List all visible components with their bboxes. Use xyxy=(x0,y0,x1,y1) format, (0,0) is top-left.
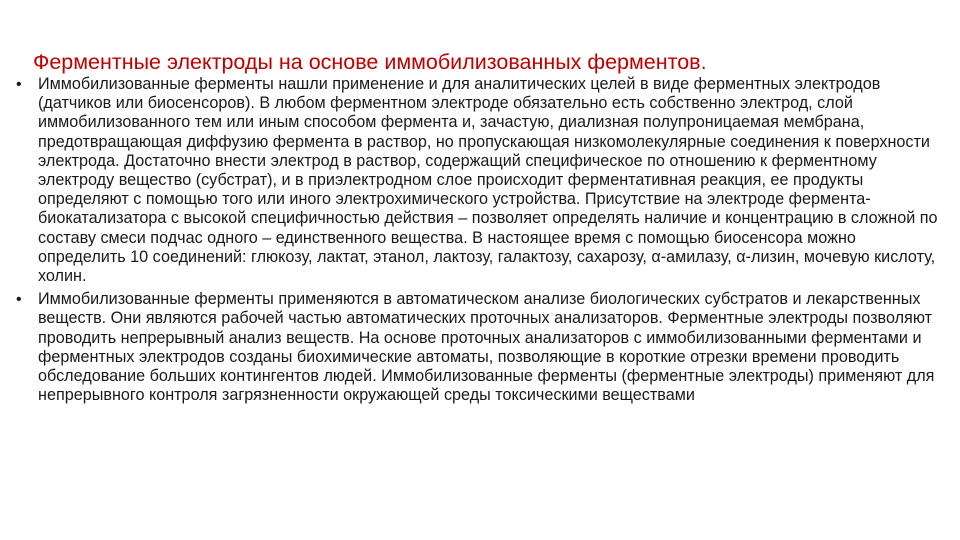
slide-title: Ферментные электроды на основе иммобилизованных ферментов. xyxy=(33,50,707,74)
bullet-marker: • xyxy=(16,76,22,93)
bullet-text: Иммобилизованные ферменты применяются в автоматическом анализе биологических субстратов и лекарственных веществ. Они являются рабочей частью автоматических проточных анализаторов. Ферментные электроды позволяют проводить непрерывный анализ веществ. На основе проточных анализаторов с иммобилизованными ферментами и ферментных электродов созданы биохимические автоматы, позволяющие в короткие отрезки времени проводить обследование больших контингентов людей. Иммобилизованные ферменты (ферментные электроды) применяют для непрерывного контроля загрязненности окружающей среды токсическими веществами xyxy=(38,290,935,405)
bullet-marker: • xyxy=(16,291,22,309)
bullet-item-2 xyxy=(14,290,948,405)
bullet-item-1 xyxy=(14,75,948,286)
bullet-list xyxy=(14,75,948,409)
bullet-text: Иммобилизованные ферменты нашли применение и для аналитических целей в виде ферментных электродов (датчиков или биосенсоров). В любом ферментном электроде обязательно есть собственно электрод, слой иммобилизованного тем или иным способом фермента и, зачастую, диализная полупроницаемая мембрана, предотвращающая диффузию фермента в раствор, но пропускающая низкомолекулярные соединения к поверхности электрода. Достаточно внести электрод в раствор, содержащий специфическое по отношению к ферментному электроду вещество (субстрат), и в приэлектродном слое происходит ферментативная реакция, ее продукты определяют с помощью того или иного электрохимического устройства. Присутствие на электроде фермента-биокатализатора с высокой специфичностью действия – позволяет определять наличие и концентрацию в сложной по составу смеси подчас одного – единственного вещества. В настоящее время с помощью биосенсора можно определить 10 соединений: глюкозу, лактат, этанол, лактозу, галактозу, сахарозу, α-амилазу, α-лизин, мочевую кислоту, холин. xyxy=(38,75,938,286)
